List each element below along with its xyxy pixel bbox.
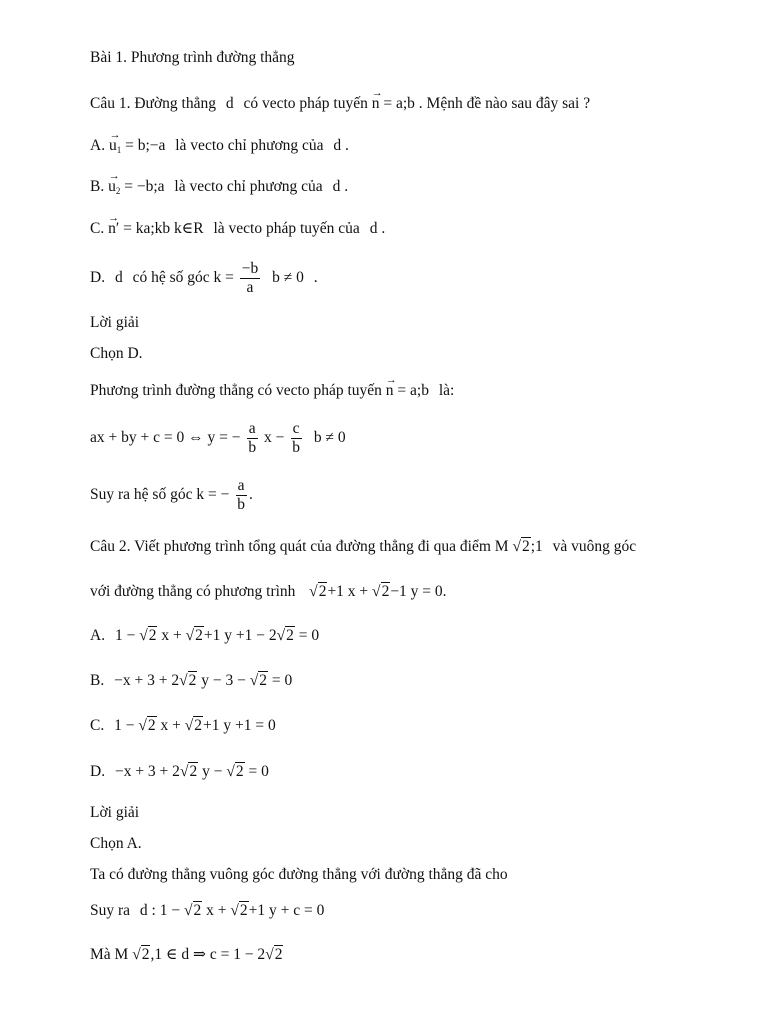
slope-k: k = − [196,486,230,503]
condition: b ≠ 0 [272,269,304,286]
condition: b ≠ 0 [313,429,346,446]
explanation-text: Mà [90,946,111,963]
sqrt-2: √2 [138,717,156,734]
fraction-a-b: $\frac{a}{b}$ [248,419,257,456]
q2-option-b [90,671,292,691]
point-coord: ;1 [530,538,543,555]
sqrt-2: √2 [226,763,244,780]
equation-part: +1 y +1 − 2 [203,627,277,644]
line-d: d [225,95,234,112]
q2-choice: Chọn A. [90,835,142,852]
option-end: d . [369,220,386,237]
sqrt-2: √2 [185,627,203,644]
sqrt-2: √2 [132,946,150,963]
vector-n-prime-value: = ka;kb k∈R [123,220,204,237]
equation-part: 1 − [114,717,135,734]
q2-stem-line2 [90,582,447,602]
option-label: B. [90,672,105,689]
option-label: D. [90,269,106,286]
point-m: M [114,946,129,963]
sqrt-2: √2 [249,672,267,689]
option-end: d . [333,137,349,154]
fraction-a-b: $\frac{a}{b}$ [237,476,245,513]
sqrt-2: √2 [183,902,202,919]
option-label: B. [90,178,105,195]
q2-explanation-line3 [90,945,283,965]
equation-part: −x + 3 + 2 [114,672,180,689]
q2-explanation-line2 [90,901,324,921]
q1-option-c [90,219,385,239]
equation-part: +1 y + c = 0 [248,902,325,919]
option-label: D. [90,763,106,780]
conclusion-text: Suy ra hệ số góc [90,486,193,503]
q1-option-d [90,258,318,298]
conclusion-end: . [248,486,253,503]
explanation-text: Phương trình đường thẳng có vecto pháp tuyến [90,382,382,399]
option-text: là vecto chỉ phương của [174,178,323,195]
sqrt-2: √2 [179,763,198,780]
vector-u1: → $u_1$ [109,136,121,160]
equation-part: y − 3 − [201,672,246,689]
sqrt-2: √2 [230,902,248,919]
equation-lhs: ax + by + c = 0 ⇔ y = − [90,429,241,446]
vector-n: → n [372,94,380,114]
vector-n-value: = a;b [383,95,415,112]
equation-part: x + [160,717,181,734]
q2-label: Câu 2. Viết phương trình tổng quát của đường thẳng đi qua điểm [90,538,491,555]
q1-stem-text: có vecto pháp tuyến [243,95,368,112]
q2-option-d [90,762,269,782]
equation-part: x + [161,627,182,644]
fraction: $\frac{-b}{a}$ [241,259,259,296]
equation-part: −1 y = 0. [390,583,447,600]
equation-part: y − [202,763,223,780]
q1-solution-title: Lời giải [90,314,140,331]
q2-stem-line1 [90,537,636,557]
q1-label: Câu 1. Đường thẳng [90,95,216,112]
q1-choice: Chọn D. [90,345,143,362]
q1-option-a [90,136,349,160]
q2-option-c [90,716,276,736]
option-label: A. [90,137,106,154]
sqrt-2: √2 [309,583,327,600]
equation-part: −x + 3 + 2 [114,763,180,780]
q1-option-b [90,177,348,201]
equation-part: = 0 [271,672,293,689]
equation-part: = 0 [248,763,269,780]
equation-part: 1 − [114,627,136,644]
vector-n-value: = a;b [397,382,429,399]
explanation-text: Suy ra [90,902,131,919]
equation-part: +1 y +1 = 0 [203,717,276,734]
option-label: C. [90,220,105,237]
vector-u2: → $u_2$ [108,177,120,201]
explanation-end: là: [438,382,455,399]
sqrt-2: √2 [184,717,202,734]
option-text: có hệ số góc [132,269,210,286]
q2-solution-title: Lời giải [90,804,140,821]
option-end: d . [332,178,349,195]
q2-explanation-line1: Ta có đường thẳng vuông góc đường thẳng với đường thẳng đã cho [90,866,508,883]
option-text: là vecto chỉ phương của [175,137,324,154]
option-label: C. [90,717,105,734]
q1-stem [90,94,590,114]
q1-question: . Mệnh đề nào sau đây sai ? [418,95,591,112]
equation-part: x + [206,902,227,919]
heading: Bài 1. Phương trình đường thẳng [90,49,295,66]
vector-u1-value: = b;−a [125,137,166,154]
vector-u2-value: = −b;a [124,178,165,195]
equation-part: +1 x + [327,583,369,600]
q2-stem-text: với đường thẳng có phương trình [90,583,296,600]
equation-mid: x − [263,429,285,446]
sqrt-2: √2 [276,627,294,644]
equation-part: d : 1 − [139,902,181,919]
fraction-c-b: $\frac{c}{b}$ [292,419,300,456]
line-d: d [114,269,123,286]
vector-n-prime: → n′ [108,219,119,239]
q2-stem-text: và vuông góc [552,538,637,555]
option-text: là vecto pháp tuyến của [213,220,360,237]
vector-n: → n [386,381,394,401]
option-end: . [313,269,318,286]
sqrt-2: √2 [372,583,390,600]
slope-k: k = [213,269,234,286]
sqrt-2: √2 [512,538,530,555]
sqrt-2: √2 [139,627,157,644]
q1-equation [90,418,346,458]
equation-part: = 0 [298,627,320,644]
point-m: M [494,538,509,555]
equation-part: ,1 ∈ d ⇒ c = 1 − 2 [150,946,266,963]
q1-explanation-line1 [90,381,454,401]
sqrt-2: √2 [265,946,283,963]
option-label: A. [90,627,106,644]
sqrt-2: √2 [179,672,197,689]
q1-conclusion [90,475,253,515]
q2-option-a [90,626,319,646]
